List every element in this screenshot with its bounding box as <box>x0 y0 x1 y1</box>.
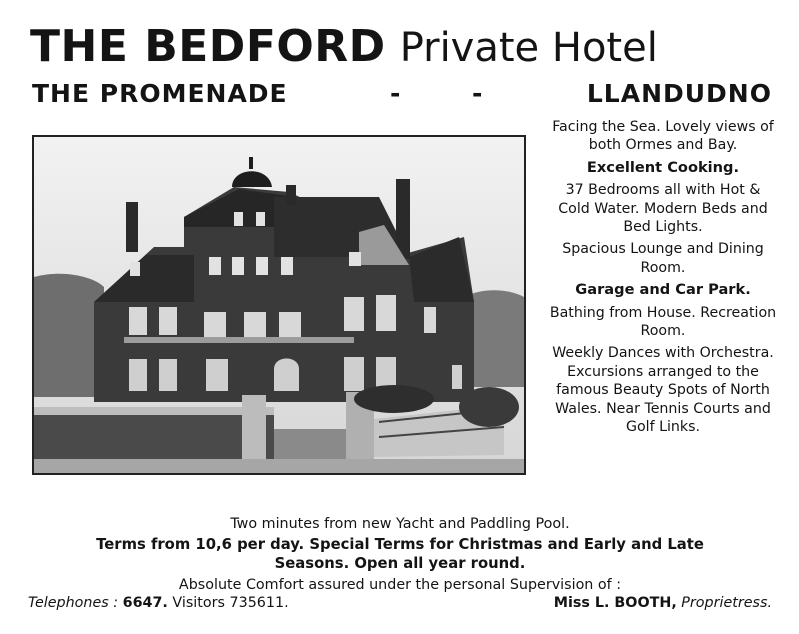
feature-item: Garage and Car Park. <box>575 281 751 299</box>
town-name: LLANDUDNO <box>586 79 772 108</box>
supervision-line: Absolute Comfort assured under the personal Supervision of : <box>178 577 622 593</box>
telephone-number: 6647. <box>122 595 168 611</box>
address-line <box>32 78 772 110</box>
hotel-title <box>30 22 772 72</box>
address-dash: - <box>472 79 484 108</box>
feature-item: Excellent Cooking. <box>586 158 740 176</box>
feature-item: 37 Bedrooms all with Hot & Cold Water. Modern Beds and Bed Lights. <box>558 182 768 236</box>
seasons-line: Seasons. Open all year round. <box>274 555 526 572</box>
feature-item: Facing the Sea. Lovely views of both Ormes and Bay. <box>552 119 774 154</box>
feature-item: Weekly Dances with Orchestra. Excursions arranged to the famous Beauty Spots of North Wales. Near Tennis Courts and Golf Links. <box>552 345 774 436</box>
visitors-number: Visitors 735611. <box>172 595 289 611</box>
proprietor <box>554 594 772 612</box>
yacht-pool-line: Two minutes from new Yacht and Paddling Pool. <box>230 516 570 532</box>
hotel-type: Private Hotel <box>399 25 658 71</box>
contact-line <box>28 594 772 612</box>
terms-line: Terms from 10,6 per day. Special Terms for Christmas and Early and Late <box>96 536 704 553</box>
feature-item: Bathing from House. Recreation Room. <box>549 304 777 340</box>
street-name: THE PROMENADE <box>32 79 288 108</box>
hotel-name: THE BEDFORD <box>30 21 386 72</box>
address-dash: - <box>390 79 402 108</box>
proprietor-name: Miss L. BOOTH, <box>553 595 677 611</box>
features-column <box>548 118 778 441</box>
proprietor-title: Proprietress. <box>681 595 772 611</box>
hotel-photograph <box>32 135 526 475</box>
telephones-label: Telephones : <box>28 595 119 611</box>
feature-item: Spacious Lounge and Dining Room. <box>562 241 764 276</box>
